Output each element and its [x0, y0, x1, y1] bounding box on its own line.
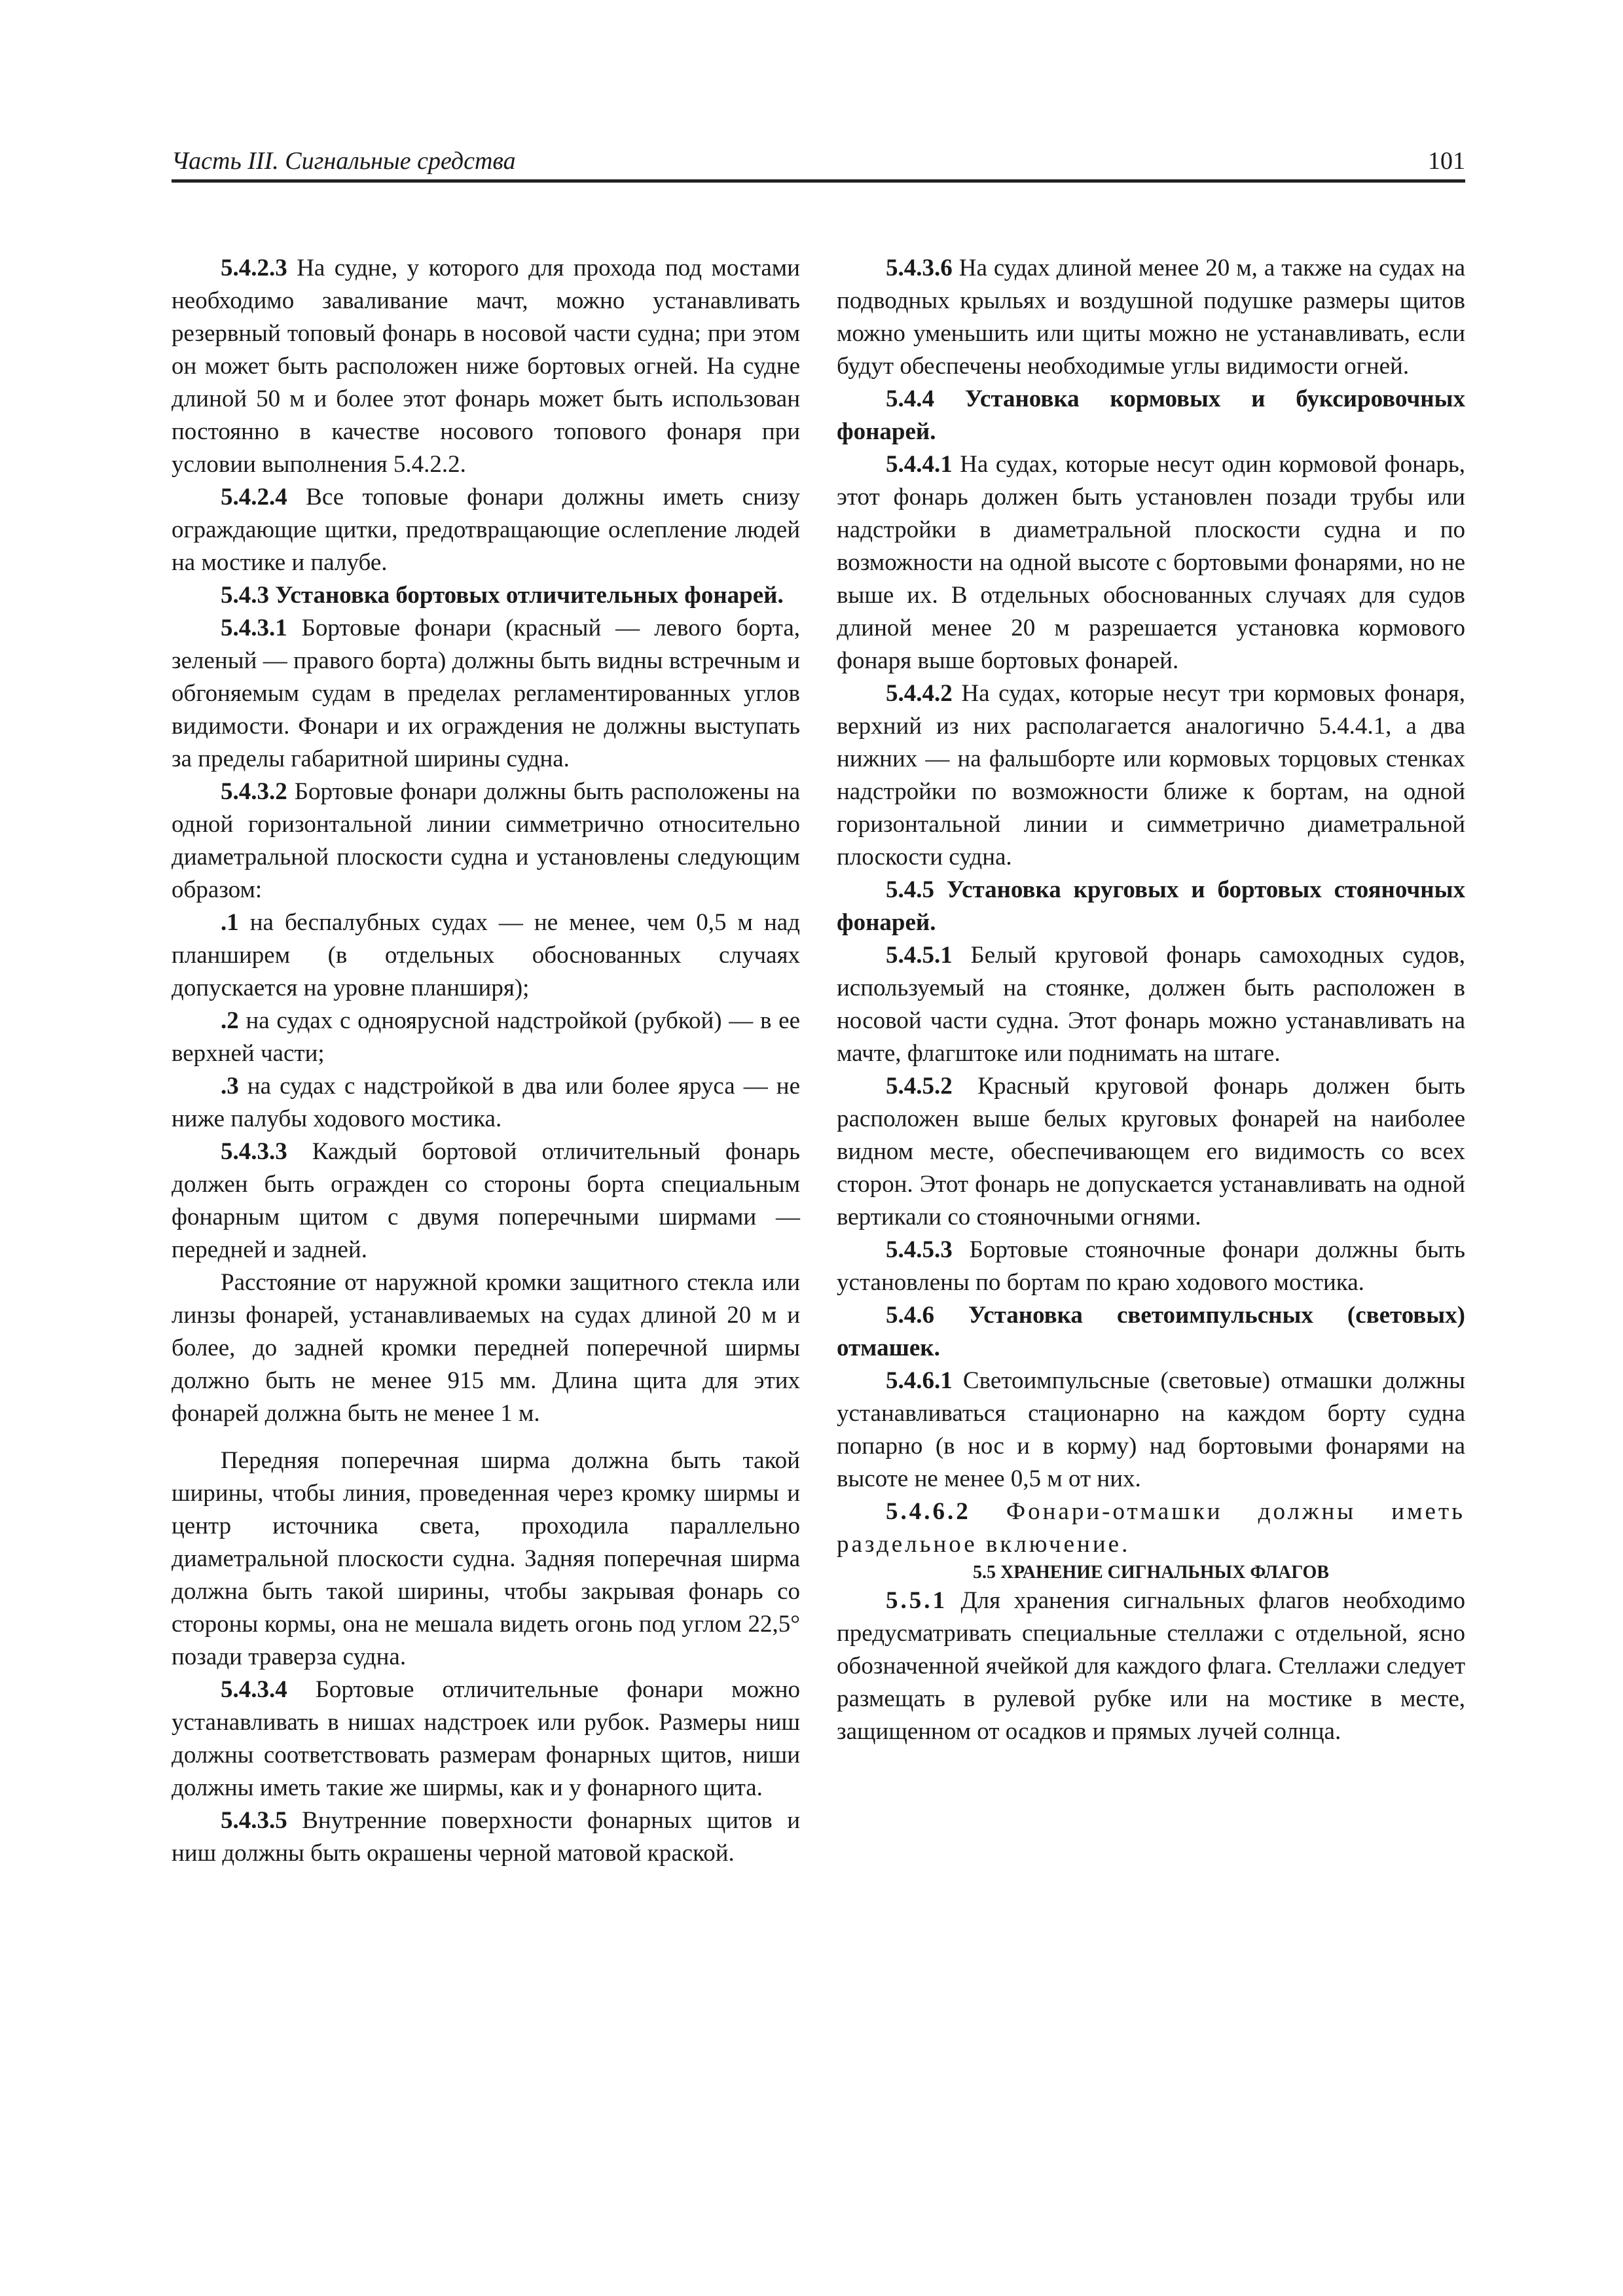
paragraph-text: Все топовые фонари должны иметь снизу ограждающие щитки, предотвращающие ослепление людей на мостике и палубе. — [172, 484, 800, 576]
paragraph-5-4-4-1 — [837, 448, 1465, 677]
clause-number: 5.4.3.2 — [221, 778, 287, 805]
paragraph-text: Белый круговой фонарь самоходных судов, используемый на стоянке, должен быть расположен в носовой части судна. Этот фонарь можно устанавливать на мачте, флагштоке или поднимать на штаге. — [837, 942, 1465, 1067]
list-item-3 — [172, 1070, 800, 1136]
subsection-heading-5-4-6: 5.4.6 Установка светоимпульсных (световых) отмашек. — [837, 1302, 1465, 1361]
paragraph-text: Внутренние поверхности фонарных щитов и ниш должны быть окрашены черной матовой краской. — [172, 1807, 800, 1867]
clause-number: 5.4.2.4 — [221, 484, 287, 511]
paragraph-distance — [172, 1266, 800, 1430]
paragraph-5-4-3-5 — [172, 1804, 800, 1870]
list-number: .3 — [221, 1073, 239, 1100]
clause-number: 5.4.4.1 — [886, 451, 953, 478]
paragraph-text: Бортовые фонари должны быть расположены на одной горизонтальной линии симметрично относительно диаметральной плоскости судна и установлены следующим образом: — [172, 778, 800, 903]
clause-number: 5.4.6.1 — [886, 1367, 953, 1394]
paragraph-5-4-5-2 — [837, 1070, 1465, 1234]
paragraph-5-4-3-6 — [837, 252, 1465, 383]
running-header — [172, 143, 1465, 183]
paragraph-5-4-2-4 — [172, 481, 800, 579]
paragraph-text: Для хранения сигнальных флагов необходимо предусматривать специальные стеллажи с отдельной, ясно обозначенной ячейкой для каждого флага. Стеллажи следует размещать в рулевой рубке или на мостике в месте, защищенном от осадков и прямых лучей солнца. — [837, 1587, 1465, 1745]
left-column — [172, 252, 800, 1870]
paragraph-5-5-1 — [837, 1585, 1465, 1748]
list-item-text: на судах с надстройкой в два или более яруса — не ниже палубы ходового мостика. — [172, 1073, 800, 1132]
section-title-5-5: 5.5 ХРАНЕНИЕ СИГНАЛЬНЫХ ФЛАГОВ — [973, 1562, 1329, 1583]
clause-number: 5.4.5.2 — [886, 1073, 953, 1100]
paragraph-text: Фонари-отмашки должны иметь раздельное включение. — [837, 1498, 1465, 1558]
clause-number: 5.4.3.4 — [221, 1676, 287, 1703]
list-item-1 — [172, 906, 800, 1005]
paragraph-front-screen — [172, 1444, 800, 1674]
clause-number: 5.4.2.3 — [221, 255, 287, 281]
paragraph-5-4-5-3 — [837, 1234, 1465, 1299]
paragraph-text: На судах, которые несут три кормовых фонаря, верхний из них располагается аналогично 5.4.4.1, а два нижних — на фальшборте или кормовых торцовых стенках надстройки по возможности ближе к бортам, на одной горизонтальной линии и симметрично диаметральной плоскости судна. — [837, 680, 1465, 870]
paragraph-text: На судах длиной менее 20 м, а также на судах на подводных крыльях и воздушной подушке размеры щитов можно уменьшить или щиты можно не устанавливать, если будут обеспечены необходимые углы видимости огней. — [837, 255, 1465, 380]
paragraph-5-4-3-3 — [172, 1136, 800, 1266]
clause-number: 5.4.3.3 — [221, 1138, 287, 1165]
clause-number: 5.4.3.6 — [886, 255, 953, 281]
running-header-title: Часть III. Сигнальные средства — [172, 147, 516, 175]
paragraph-text: На судах, которые несут один кормовой фонарь, этот фонарь должен быть установлен позади трубы или надстройки в диаметральной плоскости судна и по возможности на одной высоте с бортовыми фонарями, но не выше их. В отдельных обоснованных случаях для судов длиной менее 20 м разрешается установка кормового фонаря выше бортовых фонарей. — [837, 451, 1465, 674]
subsection-heading-5-4-3: 5.4.3 Установка бортовых отличительных фонарей. — [221, 582, 784, 609]
page-number: 101 — [1428, 147, 1465, 175]
paragraph-5-4-5-1 — [837, 939, 1465, 1070]
clause-number: 5.4.5.1 — [886, 942, 953, 969]
paragraph-text: Бортовые фонари (красный — левого борта, зеленый — правого борта) должны быть видны встречным и обгоняемым судам в пределах регламентированных углов видимости. Фонари и их ограждения не должны выступать за пределы габаритной ширины судна. — [172, 615, 800, 772]
clause-number: 5.4.6.2 — [886, 1498, 971, 1525]
paragraph-5-4-3-2 — [172, 776, 800, 906]
list-number: .2 — [221, 1007, 239, 1034]
paragraph-5-4-2-3 — [172, 252, 800, 481]
right-column — [837, 252, 1465, 1748]
paragraph-5-4-3-1 — [172, 612, 800, 776]
subsection-heading-5-4-5: 5.4.5 Установка круговых и бортовых стояночных фонарей. — [837, 876, 1465, 936]
subsection-heading-5-4-4: 5.4.4 Установка кормовых и буксировочных фонарей. — [837, 386, 1465, 445]
clause-number: 5.4.4.2 — [886, 680, 953, 707]
list-item-text: на беспалубных судах — не менее, чем 0,5 м над планширем (в отдельных обоснованных случаях допускается на уровне планширя); — [172, 909, 800, 1001]
paragraph-5-4-6-1 — [837, 1365, 1465, 1496]
clause-number: 5.4.3.5 — [221, 1807, 287, 1834]
paragraph-5-4-3-4 — [172, 1674, 800, 1804]
paragraph-text: Расстояние от наружной кромки защитного стекла или линзы фонарей, устанавливаемых на судах длиной 20 м и более, до задней кромки передней поперечной ширмы должно быть не менее 915 мм. Длина щита для этих фонарей должна быть не менее 1 м. — [172, 1269, 800, 1427]
clause-number: 5.4.3.1 — [221, 615, 287, 641]
paragraph-text: На судне, у которого для прохода под мостами необходимо заваливание мачт, можно устанавливать резервный топовый фонарь в носовой части судна; при этом он может быть расположен ниже бортовых огней. На судне длиной 50 м и более этот фонарь может быть использован постоянно в качестве носового топового фонаря при условии выполнения 5.4.2.2. — [172, 255, 800, 478]
list-number: .1 — [221, 909, 239, 936]
paragraph-text: Светоимпульсные (световые) отмашки должны устанавливаться стационарно на каждом борту судна попарно (в нос и в корму) над бортовыми фонарями на высоте не менее 0,5 м от них. — [837, 1367, 1465, 1492]
paragraph-text: Бортовые отличительные фонари можно устанавливать в нишах надстроек или рубок. Размеры ниш должны соответствовать размерам фонарных щитов, ниши должны иметь такие же ширмы, как и у фонарного щита. — [172, 1676, 800, 1801]
paragraph-5-4-4-2 — [837, 677, 1465, 874]
clause-number: 5.5.1 — [886, 1587, 947, 1614]
paragraph-text: Передняя поперечная ширма должна быть такой ширины, чтобы линия, проведенная через кромку ширмы и центр источника света, проходила параллельно диаметральной плоскости судна. Задняя поперечная ширма должна быть такой ширины, чтобы закрывая фонарь со стороны кормы, она не мешала видеть огонь под углом 22,5° позади траверза судна. — [172, 1447, 800, 1670]
paragraph-text: Бортовые стояночные фонари должны быть установлены по бортам по краю ходового мостика. — [837, 1236, 1465, 1296]
list-item-text: на судах с одноярусной надстройкой (рубкой) — в ее верхней части; — [172, 1007, 800, 1067]
clause-number: 5.4.5.3 — [886, 1236, 953, 1263]
paragraph-text: Каждый бортовой отличительный фонарь должен быть огражден со стороны борта специальным фонарным щитом с двумя поперечными ширмами — передней и задней. — [172, 1138, 800, 1263]
paragraph-text: Красный круговой фонарь должен быть расположен выше белых круговых фонарей на наиболее видном месте, обеспечивающем его видимость со всех сторон. Этот фонарь не допускается устанавливать на одной вертикали со стояночными огнями. — [837, 1073, 1465, 1230]
paragraph-5-4-6-2 — [837, 1496, 1465, 1561]
list-item-2 — [172, 1005, 800, 1070]
